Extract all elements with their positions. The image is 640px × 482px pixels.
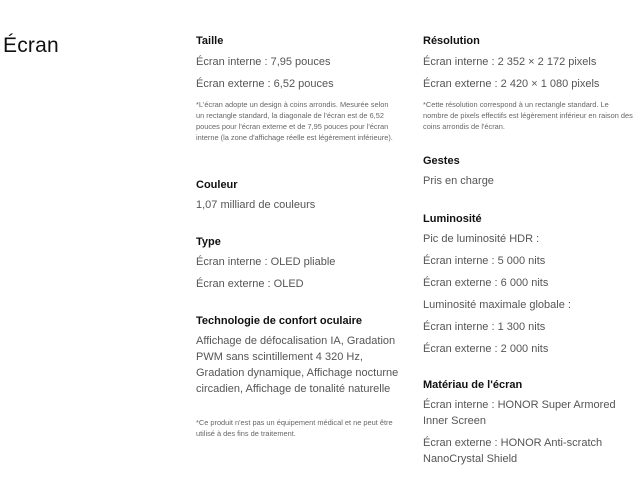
spec-title-confort: Technologie de confort oculaire bbox=[196, 315, 363, 327]
gestes-value: Pris en charge bbox=[423, 175, 494, 187]
spec-title-materiau: Matériau de l'écran bbox=[423, 379, 523, 391]
luminosite-hdr-internal: Écran interne : 5 000 nits bbox=[423, 255, 546, 267]
luminosite-global-internal: Écran interne : 1 300 nits bbox=[423, 321, 546, 333]
spec-materiau bbox=[423, 378, 633, 465]
spec-gestes bbox=[423, 154, 633, 187]
spec-taille bbox=[196, 34, 404, 142]
resolution-external: Écran externe : 2 420 × 1 080 pixels bbox=[423, 78, 600, 90]
type-external: Écran externe : OLED bbox=[196, 278, 304, 290]
spec-title-luminosite: Luminosité bbox=[423, 213, 482, 225]
spec-title-type: Type bbox=[196, 236, 221, 248]
spec-couleur bbox=[196, 178, 404, 211]
luminosite-global-label: Luminosité maximale globale : bbox=[423, 299, 571, 311]
luminosite-hdr-label: Pic de luminosité HDR : bbox=[423, 233, 540, 245]
luminosite-hdr-external: Écran externe : 6 000 nits bbox=[423, 277, 549, 289]
spec-type bbox=[196, 235, 404, 290]
taille-internal: Écran interne : 7,95 pouces bbox=[196, 56, 331, 68]
resolution-note: *Cette résolution correspond à un rectangle standard. Le nombre de pixels effectifs est légèrement inférieur en raison des coins arrondis de l'écran. bbox=[423, 100, 633, 131]
materiau-external: Écran externe : HONOR Anti-scratch NanoCrystal Shield bbox=[423, 437, 603, 465]
confort-note: *Ce produit n'est pas un équipement médical et ne peut être utilisé à des fins de traitement. bbox=[196, 418, 393, 438]
taille-external: Écran externe : 6,52 pouces bbox=[196, 78, 334, 90]
resolution-internal: Écran interne : 2 352 × 2 172 pixels bbox=[423, 56, 597, 68]
spec-title-couleur: Couleur bbox=[196, 179, 238, 191]
spec-resolution bbox=[423, 34, 633, 131]
spec-luminosite bbox=[423, 212, 633, 355]
materiau-internal: Écran interne : HONOR Super Armored Inner Screen bbox=[423, 399, 616, 427]
spec-title-taille: Taille bbox=[196, 35, 224, 47]
spec-confort bbox=[196, 314, 404, 438]
taille-note: *L'écran adopte un design à coins arrondis. Mesurée selon un rectangle standard, la diagonale de l'écran est de 6,52 pouces pour l'écran externe et de 7,95 pouces pour l'écran interne (la zone d'affichage réelle est légèrement inférieure). bbox=[196, 100, 393, 142]
type-internal: Écran interne : OLED pliable bbox=[196, 256, 336, 268]
spec-title-gestes: Gestes bbox=[423, 155, 460, 167]
luminosite-global-external: Écran externe : 2 000 nits bbox=[423, 343, 549, 355]
section-title: Écran bbox=[3, 34, 59, 57]
spec-title-resolution: Résolution bbox=[423, 35, 480, 47]
confort-text: Affichage de défocalisation IA, Gradation PWM sans scintillement 4 320 Hz, Gradation dynamique, Affichage nocturne circadien, Affichage de tonalité naturelle bbox=[196, 335, 399, 395]
couleur-value: 1,07 milliard de couleurs bbox=[196, 199, 316, 211]
